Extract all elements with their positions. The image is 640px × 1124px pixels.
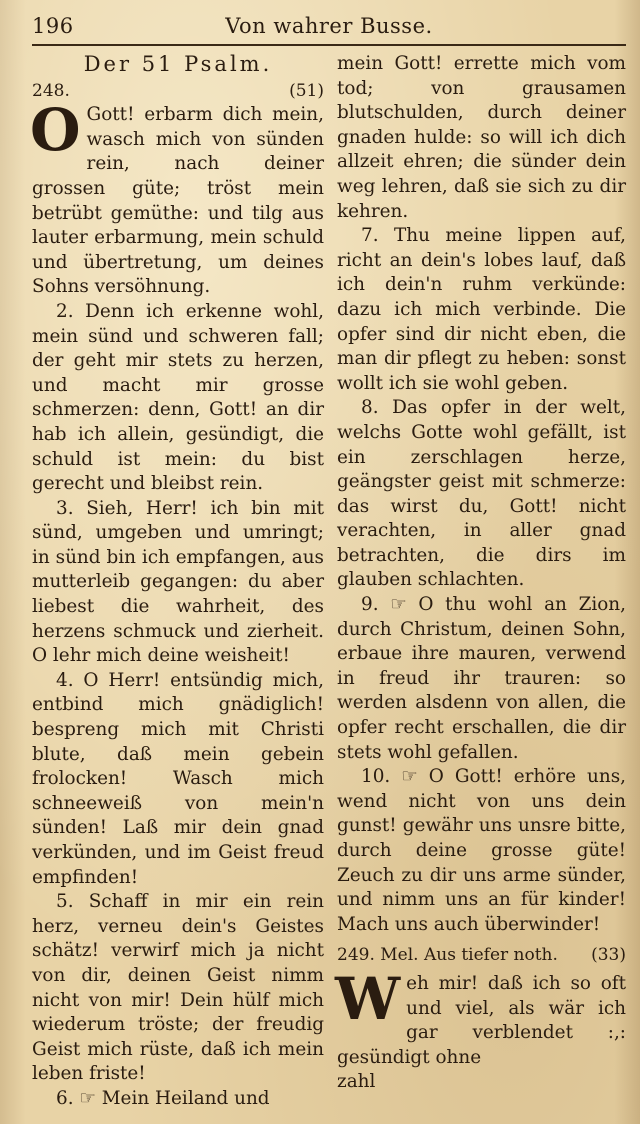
hymn-249-drop-cap: W: [335, 964, 401, 1033]
right-column: [337, 52, 626, 1095]
page-header: [32, 8, 626, 44]
catchword: zahl: [337, 1071, 376, 1093]
hymn-number: 248.: [32, 80, 70, 101]
stanza-5: 5. Schaff in mir ein rein herz, verneu dein's Geistes schätz! verwirf mich ja nicht von dir, deinen Geist nimm nicht von mir! Dein hülf mich wiederum tröste; der freudig Geist mich rüste, daß ich mein leben friste!: [32, 891, 324, 1085]
hymn-249-text: eh mir! daß ich so oft und viel, als wär ich gar verblendet :,: gesündigt ohne: [337, 972, 626, 1068]
stanza-8: 8. Das opfer in der welt, welchs Gotte wohl gefällt, ist ein zerschlagen herze, geängster geist mit schmerze: das wirst du, Gott! nicht verachten, in aller gnad betrachten, die dirs im glauben schlachten.: [337, 397, 626, 591]
stanza-1: [30, 96, 324, 300]
drop-cap: O: [30, 96, 81, 165]
hymn-249-melody: 249. Mel. Aus tiefer noth.: [337, 945, 558, 966]
left-column: [32, 52, 324, 1112]
stanza-9: 9. ☞ O thu wohl an Zion, durch Christum, deinen Sohn, erbaue ihre mauren, verwend in freud ihr trauren: so werden alsdenn von allen, die opfer recht erschallen, die dir stets wohl gefallen.: [337, 594, 626, 763]
page-number: 196: [32, 14, 74, 38]
psalm-title: Der 51 Psalm.: [83, 52, 273, 76]
stanza-7: 7. Thu meine lippen auf, richt an dein's lobes lauf, daß ich dein'n ruhm verkünde: dazu ich mich verbinde. Die opfer sind dir nicht eben, die man dir pflegt zu heben: sonst wollt ich sie wohl geben.: [337, 225, 626, 394]
hymn-reference: (51): [289, 80, 324, 101]
stanza-10: 10. ☞ O Gott! erhöre uns, wend nicht von uns dein gunst! gewähr uns unsre bitte, durch deine grosse güte! Zeuch zu dir uns arme sünder, und nimm uns an für kinder! Mach uns auch überwinder!: [337, 766, 626, 935]
stanza-2: 2. Denn ich erkenne wohl, mein sünd und schweren fall; der geht mir stets zu herzen, und macht mir grosse schmerzen: denn, Gott! an dir hab ich allein, gesündigt, die schuld ist mein: du bist gerecht und bleibst rein.: [32, 300, 324, 495]
stanza-6-start: 6. ☞ Mein Heiland und: [56, 1087, 270, 1109]
stanza-4: 4. O Herr! entsündig mich, entbind mich gnädiglich! bespreng mich mit Christi blute, daß mein gebein frolocken! Wasch mich schneeweiß von mein'n sünden! Laß mir dein gnad verkünden, und im Geist freud empfinden!: [32, 669, 324, 888]
stanza-6-continued: mein Gott! errette mich vom tod; von grausamen blutschulden, durch deiner gnaden hulde: so will ich dich allzeit ehren; die sünder dein weg lehren, daß sie sich zu dir kehren.: [337, 53, 626, 222]
running-title: Von wahrer Busse.: [225, 14, 433, 38]
stanza-1-text: Gott! erbarm dich mein, wasch mich von sünden rein, nach deiner grossen güte; tröst mein betrübt gemüthe: und tilg aus lauter erbarmung, mein schuld und übertretung, um deines Sohns versöhnung.: [32, 104, 324, 298]
stanza-3: 3. Sieh, Herr! ich bin mit sünd, umgeben und umringt; in sünd bin ich empfangen, aus mutterleib gegangen: du aber liebest die wahrheit, des herzens schmuck und zierheit. O lehr mich deine weisheit!: [32, 497, 324, 667]
header-rule: [32, 44, 626, 46]
hymn-249-heading: [337, 943, 626, 968]
hymn-249-stanza-1: [335, 964, 626, 1070]
hymn-249-reference: (33): [591, 945, 626, 966]
